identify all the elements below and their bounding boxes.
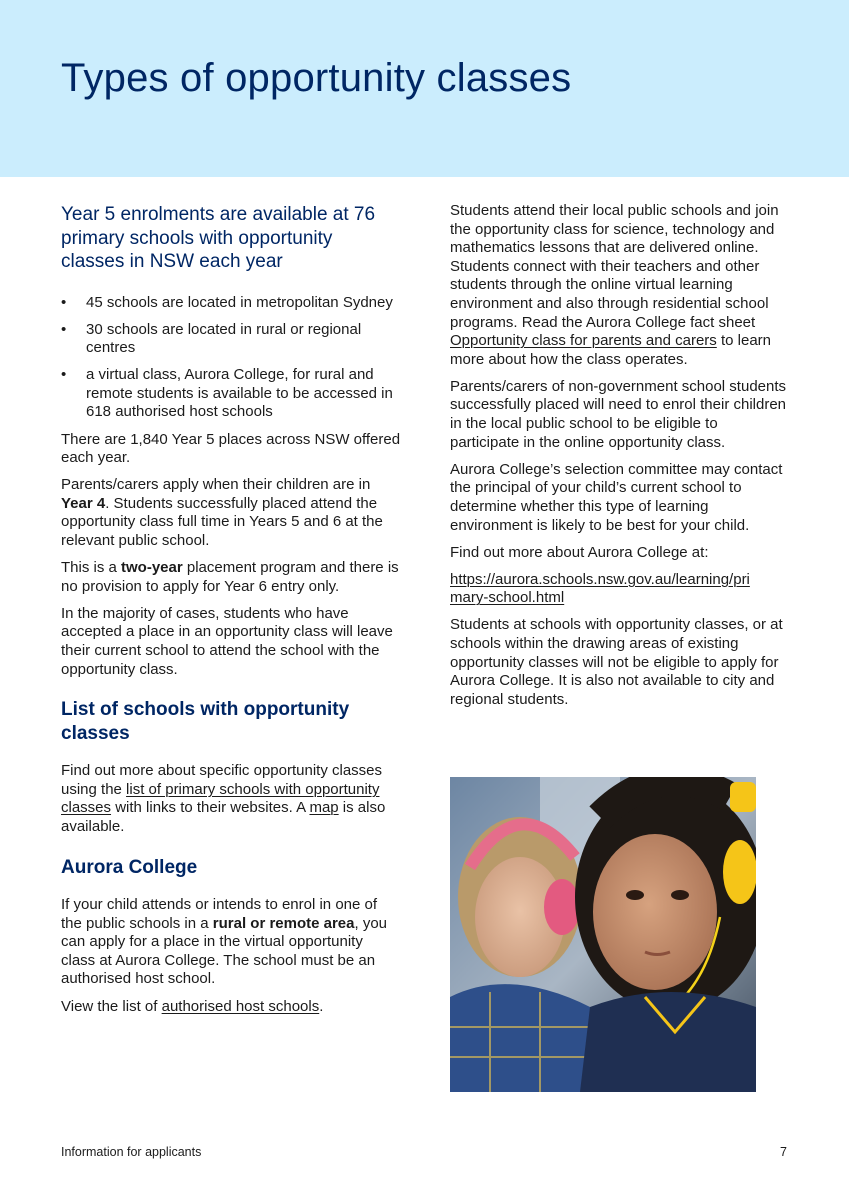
left-column [61,203,401,1025]
list-item: • 45 schools are located in metropolitan Sydney [61,293,393,311]
list-of-schools-link[interactable]: list of primary schools with opportunity classes [61,780,380,817]
list-item: • a virtual class, Aurora College, for rural and remote students is available to be accessed in 618 authorised host schools [61,366,393,421]
non-government-paragraph: Parents/carers of non-government school students successfully placed will need to enrol their children in the local public school to be eligible to participate in the online opportunity class. [450,377,787,451]
aurora-url-link[interactable]: https://aurora.schools.nsw.gov.au/learning/pri mary-school.html [450,570,750,607]
eligibility-paragraph: Students at schools with opportunity classes, or at schools within the drawing areas of existing opportunity classes will not be eligible to apply for Aurora College. It is also not available to city and regional students. [450,616,783,708]
page-number: 7 [780,1145,787,1159]
fact-sheet-link[interactable]: Opportunity class for parents and carers [450,332,717,350]
list-of-schools-heading: List of schools with opportunity classes [61,699,350,744]
school-count-list [61,294,401,423]
apply-paragraph: Parents/carers apply when their children are in Year 4. Students successfully placed attend the opportunity class full time in Years 5 and 6 at the relevant public school. [61,476,383,550]
right-column [450,202,790,718]
footer-label: Information for applicants [61,1145,202,1159]
aurora-college-heading: Aurora College [61,856,198,878]
find-out-paragraph: Find out more about specific opportunity classes using the list of primary schools with opportunity classes with links to their websites. A map is also available. [61,762,386,835]
majority-paragraph: In the majority of cases, students who have accepted a place in an opportunity class will leave their current school to attend the school with the opportunity class. [61,604,393,678]
aurora-url-paragraph [450,571,790,608]
authorised-host-schools-link[interactable]: authorised host schools [161,997,320,1015]
students-with-headphones-image [450,777,756,1092]
rural-paragraph: If your child attends or intends to enrol in one of the public schools in a rural or remote area, you can apply for a place in the virtual opportunity class at Aurora College. The school must be an authorised host school. [61,896,388,988]
lead-heading: Year 5 enrolments are available at 76 primary schools with opportunity classes in NSW each year [61,204,376,272]
online-class-paragraph: Students attend their local public schools and join the opportunity class for science, technology and mathematics lessons that are delivered online. Students connect with their teachers and other students through the online virtual learning environment and also through residential school programs. Read the Aurora College fact sheet Opportunity class for parents and carers to learn more about how the class operates. [450,202,779,368]
map-link[interactable]: map [309,799,339,817]
bullet-icon: • [61,320,67,338]
find-out-aurora-paragraph: Find out more about Aurora College at: [450,543,709,561]
bullet-icon: • [61,293,67,311]
selection-committee-paragraph: Aurora College’s selection committee may contact the principal of your child’s current school to determine whether this type of learning environment is likely to be best for your child. [450,460,783,534]
places-paragraph: There are 1,840 Year 5 places across NSW offered each year. [61,430,401,467]
two-year-paragraph: This is a two-year placement program and there is no provision to apply for Year 6 entry only. [61,559,399,595]
bullet-icon: • [61,366,67,384]
page-title: Types of opportunity classes [61,56,572,100]
students-photo [450,777,756,1092]
list-item: • 30 schools are located in rural or regional centres [61,320,362,357]
host-schools-paragraph: View the list of authorised host schools. [61,997,324,1015]
